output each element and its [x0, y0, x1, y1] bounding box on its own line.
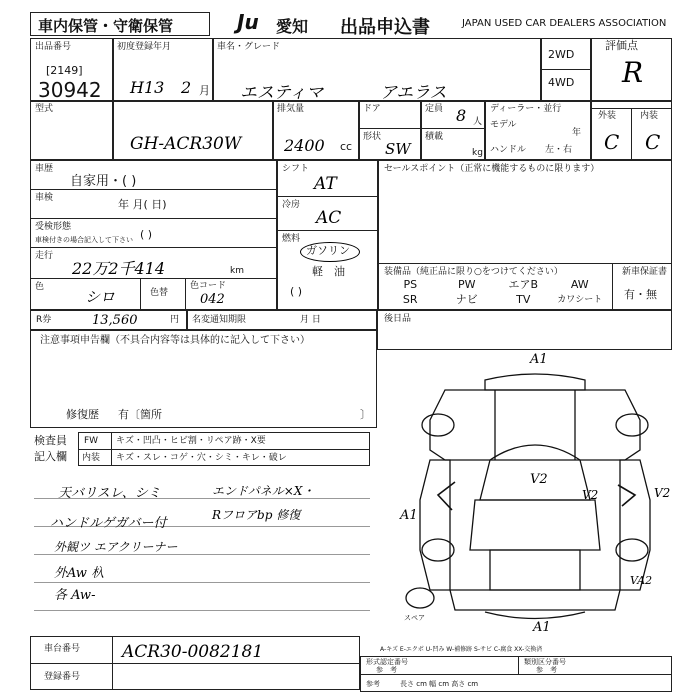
steering-label: ハンドル	[490, 145, 527, 155]
car-name-label: 車名・グレード	[217, 42, 281, 52]
sales-point-label: セールスポイント（正常に機能するものに限ります）	[384, 164, 600, 174]
month-unit: 月	[199, 84, 210, 97]
dealer-label: ディーラー・並行	[490, 104, 562, 114]
inspector-label-2: 記入欄	[34, 450, 67, 463]
color-code-label: 色コード	[190, 281, 227, 291]
lot-sub: [2149]	[46, 64, 83, 77]
model: GH-ACR30W	[130, 134, 242, 154]
note-1: 天バリスレ、シミ	[58, 486, 161, 501]
fuel-label: 燃料	[282, 234, 301, 244]
note-7: Rフロアbp 修復	[212, 508, 301, 522]
eval-label: 評価点	[605, 39, 638, 52]
mileage-label: 走行	[35, 251, 54, 261]
mark-v2-right-a: V2	[582, 488, 599, 502]
expiry-label: 名変通知期限	[192, 315, 247, 325]
mark-v2-center: V2	[530, 472, 548, 487]
association-name: JAPAN USED CAR DEALERS ASSOCIATION	[462, 18, 667, 29]
shift: AT	[314, 174, 337, 194]
note-6: エンドパネル×X・	[212, 484, 315, 498]
storage-title: 車内保管・守衛保管	[38, 17, 174, 35]
recycle-label: R券	[36, 315, 52, 325]
color-label: 色	[35, 282, 45, 292]
recycle-unit: 円	[170, 315, 180, 325]
equip-airbag: エアB	[508, 278, 539, 291]
usage: 自家用・( )	[70, 174, 137, 189]
equip-navi: ナビ	[455, 293, 478, 306]
cc-unit: cc	[340, 140, 353, 153]
equip-tv: TV	[516, 293, 531, 306]
equip-sr: SR	[402, 293, 418, 306]
mark-a1-bottom: A1	[533, 620, 551, 635]
first-reg-era: H13	[130, 78, 165, 97]
first-reg-month: 2	[181, 78, 192, 97]
car-name: エスティマ	[240, 83, 324, 103]
shift-label: シフト	[282, 164, 310, 174]
equip-leather: カワシート	[557, 295, 603, 305]
mark-v2-right-b: V2	[654, 486, 671, 500]
fuel: ガソリン	[306, 244, 350, 257]
capacity: 8	[456, 106, 467, 125]
receipt-label: 受検形態	[35, 222, 72, 232]
km-unit: km	[230, 266, 244, 276]
load-label: 積載	[425, 132, 444, 142]
color-code: 042	[200, 292, 225, 307]
note-4: 外Aw 杁	[54, 566, 105, 581]
interior-label: 内装	[640, 111, 659, 121]
steering-options: 左・右	[545, 145, 573, 155]
exterior-grade: C	[604, 130, 620, 154]
repair-label: 修復歴	[66, 408, 99, 421]
lot-number-label: 出品番号	[35, 42, 72, 52]
receipt-field: ( )	[140, 228, 153, 241]
note-3: 外観ツ エアクリーナー	[54, 540, 178, 554]
usage-label: 車歴	[35, 164, 54, 174]
color: シロ	[85, 288, 116, 306]
fuel-alt: 軽 油	[312, 265, 345, 278]
drive-2wd: 2WD	[548, 48, 575, 61]
logo-org: 愛知	[276, 17, 309, 36]
receipt-sub: 車検付きの場合記入して下さい	[35, 236, 133, 244]
inspection-fields: 年 月( 日)	[118, 198, 167, 211]
spare-label: スペア	[404, 614, 425, 622]
equip-aw: AW	[570, 278, 589, 291]
cat-ref: 参 考	[536, 666, 557, 674]
notes-title: 注意事項申告欄（不具合内容等は具体的に記入して下さい）	[40, 335, 310, 346]
year-unit: 年	[572, 128, 582, 138]
expiry-fields: 月 日	[300, 315, 321, 325]
drive-4wd: 4WD	[548, 76, 575, 89]
model-year-label: モデル	[490, 120, 517, 130]
fuel-paren: ( )	[290, 285, 303, 298]
mileage: 22万2千414	[72, 259, 166, 278]
lot-number: 30942	[38, 78, 102, 102]
damage-legend: A-キズ E-エクボ U-凹み W-補修跡 S-サビ C-腐食 XX-交換済	[380, 646, 543, 653]
chassis-number: ACR30-0082181	[122, 642, 264, 662]
cat-label: 類別区分番号	[524, 658, 566, 666]
mark-a1-left: A1	[400, 508, 418, 523]
cert-ref: 参 考	[376, 666, 397, 674]
aircon: AC	[316, 208, 342, 228]
chassis-label: 車台番号	[44, 644, 81, 654]
cert-label: 形式認定番号	[366, 658, 408, 666]
car-diagram	[390, 350, 680, 640]
grade: アエラス	[380, 83, 447, 103]
interior-grade: C	[645, 130, 661, 154]
fw-label: FW	[84, 436, 99, 446]
color-change-label: 色替	[150, 288, 169, 298]
repair-value: 有〔箇所	[118, 408, 162, 421]
inspector-label-1: 検査員	[34, 434, 67, 447]
shape: SW	[385, 140, 411, 158]
equip-ps: PS	[403, 278, 418, 291]
later-date-box	[377, 310, 672, 350]
equipment-title: 装備品（純正品に限り○をつけてください）	[384, 267, 563, 277]
kg-unit: kg	[472, 148, 483, 158]
shape-label: 形状	[363, 132, 382, 142]
first-reg-label: 初度登録年月	[117, 42, 172, 52]
repair-close: 〕	[360, 408, 371, 421]
recycle-value: 13,560	[92, 313, 138, 328]
ju-logo: Ju	[237, 10, 259, 34]
note-5: 各 Aw-	[54, 588, 96, 603]
capacity-label: 定員	[425, 104, 444, 114]
capacity-unit: 人	[473, 117, 483, 127]
mark-a1-top: A1	[530, 352, 548, 367]
interior-insp-label: 内装	[82, 453, 101, 463]
aircon-label: 冷房	[282, 200, 301, 210]
model-label: 型式	[35, 104, 54, 114]
reg-label: 登録番号	[44, 672, 81, 682]
displacement-label: 排気量	[277, 104, 305, 114]
dims-label: 参考	[366, 680, 380, 688]
warranty-label: 新車保証書	[622, 267, 668, 277]
eval-score: R	[622, 56, 644, 89]
warranty-options: 有・無	[624, 288, 657, 301]
door-label: ドア	[363, 104, 381, 114]
dims-fields: 長さ cm 幅 cm 高さ cm	[400, 680, 479, 688]
interior-insp-items: キズ・スレ・コゲ・穴・シミ・キレ・破レ	[116, 453, 287, 463]
displacement: 2400	[284, 136, 325, 155]
fw-items: キズ・凹凸・ヒビ割・リペア跡・X要	[116, 436, 266, 446]
equipment-grid	[382, 278, 608, 308]
note-2: ハンドルゲガバー付	[50, 516, 167, 531]
exterior-label: 外装	[598, 111, 617, 121]
equip-pw: PW	[457, 278, 476, 291]
later-date-label: 後日品	[384, 314, 412, 324]
form-title: 出品申込書	[340, 17, 430, 38]
mark-va2: VA2	[630, 574, 653, 587]
inspection-label: 車検	[35, 193, 54, 203]
